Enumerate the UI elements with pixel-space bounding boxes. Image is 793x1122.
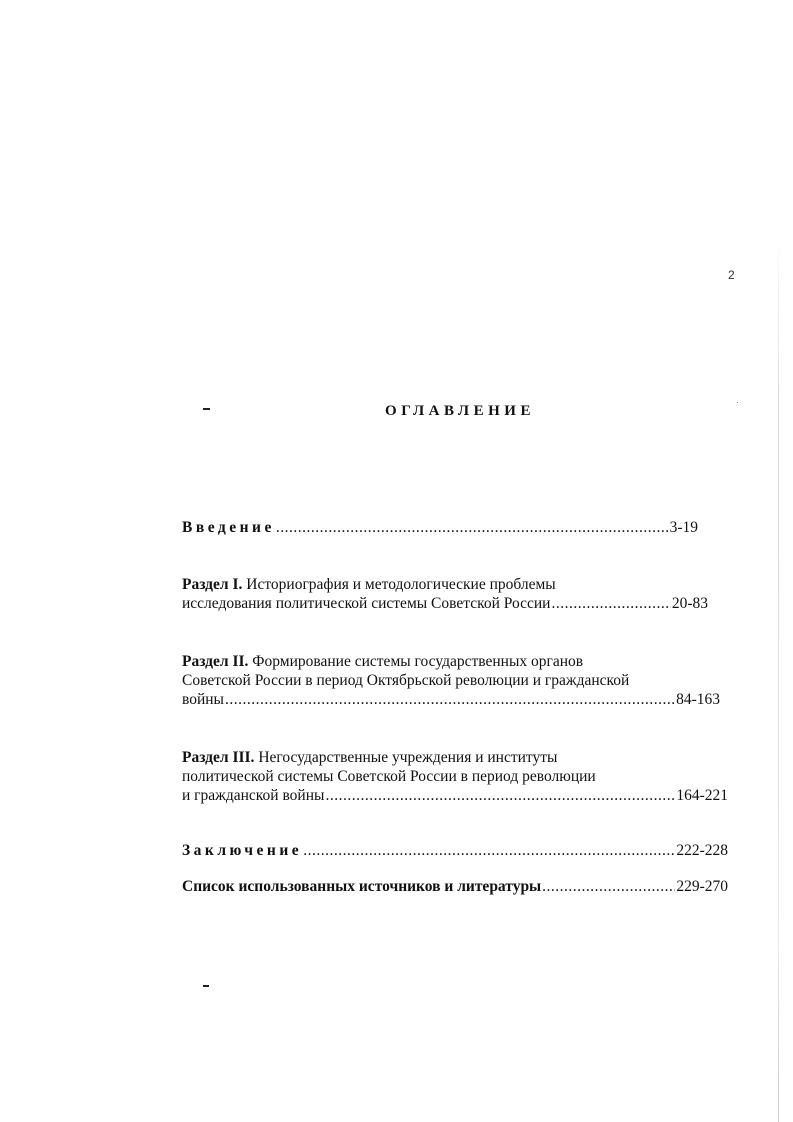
page-title: ОГЛАВЛЕНИЕ [385, 403, 535, 419]
toc-entry-introduction[interactable] [182, 518, 698, 537]
dot-leader [225, 690, 675, 709]
toc-entry-text: и гражданской войны [182, 787, 325, 804]
toc-entry-pages: 20-83 [671, 595, 708, 612]
scan-edge-shadow [778, 230, 779, 1122]
scan-speck [203, 985, 209, 987]
dot-leader [325, 786, 675, 805]
toc-entry-text: исследования политической системы Советской России [182, 595, 551, 612]
toc-entry-pages: 84-163 [676, 691, 720, 708]
toc-entry-text: Негосударственные учреждения и институты [258, 749, 558, 766]
toc-entry-label: Заключение [182, 842, 303, 859]
page-number: 2 [728, 268, 735, 282]
dot-leader [551, 594, 670, 613]
toc-entry-conclusion[interactable] [182, 841, 728, 860]
toc-entry-label: Введение [182, 519, 275, 536]
toc-entry-section-1[interactable] [182, 575, 708, 613]
toc-entry-text: Формирование системы государственных органов [252, 653, 584, 670]
toc-entry-pages: 3-19 [669, 519, 698, 536]
toc-entry-prefix: Раздел II. [182, 653, 249, 670]
toc-entry-section-2[interactable] [182, 652, 720, 709]
toc-entry-text: Историография и методологические проблемы [246, 576, 556, 593]
toc-entry-text: Советской России в период Октябрьской революции и гражданской [182, 672, 630, 689]
toc-entry-section-3[interactable] [182, 748, 728, 805]
toc-entry-prefix: Раздел III. [182, 749, 255, 766]
toc-entry-prefix: Раздел I. [182, 576, 243, 593]
toc-entry-bibliography[interactable] [182, 877, 728, 896]
toc-entry-pages: 164-221 [676, 787, 728, 804]
toc-entry-pages: 229-270 [676, 878, 728, 895]
toc-entry-text: политической системы Советской России в период революции [182, 768, 596, 785]
dot-leader [303, 841, 675, 860]
dot-leader [542, 877, 675, 896]
toc-entry-label: Список использованных источников и литературы [182, 878, 542, 895]
toc-entry-text: войны [182, 691, 224, 708]
toc-entry-pages: 222-228 [676, 842, 728, 859]
dot-leader [276, 518, 669, 537]
